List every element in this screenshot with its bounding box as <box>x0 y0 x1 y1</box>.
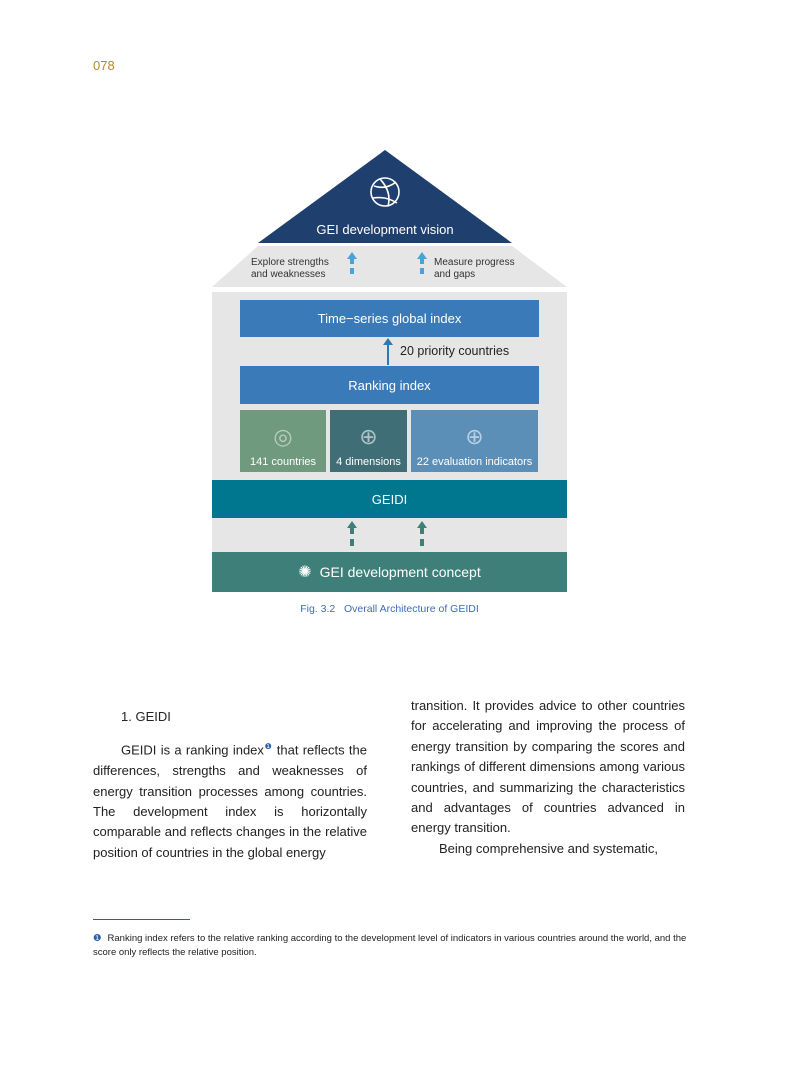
lightbulb-icon: ✺ <box>298 564 312 581</box>
section-heading: 1. GEIDI <box>121 709 171 724</box>
vision-label: GEI development vision <box>316 221 454 237</box>
countries-box: ◎ 141 countries <box>240 410 326 472</box>
explore-label: Explore strengths and weaknesses <box>251 257 329 280</box>
footnote: ❶ Ranking index refers to the relative ranking according to the development level of indicators in various countries around the world, and the score only reflects the relative position. <box>93 933 687 958</box>
paragraph: GEIDI is a ranking index$^❶$ that reflects the differences, strengths and weaknesses of energy transition processes among countries. The development index is horizontally comparable and reflects changes in the relative position of countries in the global energy <box>93 742 367 860</box>
right-column <box>411 696 685 859</box>
footnote-rule <box>93 919 190 920</box>
paragraph: transition. It provides advice to other countries for accelerating and improving the process of energy transition by comparing the scores and rankings of different dimensions among various countries, and summarizing the characteristics and advantages of countries advanced in energy transition. <box>411 698 685 836</box>
priority-label: 20 priority countries <box>400 344 510 358</box>
concept-bar: ✺ GEI development concept <box>212 552 567 592</box>
page-number: 078 <box>93 58 115 73</box>
dimensions-box: ⊕ 4 dimensions <box>330 410 407 472</box>
geidi-bar: GEIDI <box>212 480 567 518</box>
earth-flag-icon: ◎ <box>273 424 293 449</box>
left-column <box>93 707 367 863</box>
globe-network-icon: ⊕ <box>465 424 484 449</box>
measure-label: Measure progress and gaps <box>434 257 515 280</box>
time-series-bar: Time−series global index <box>240 300 539 337</box>
ranking-bar: Ranking index <box>240 366 539 404</box>
indicators-box: ⊕ 22 evaluation indicators <box>411 410 538 472</box>
paragraph: Being comprehensive and systematic, <box>439 840 658 856</box>
figure-caption: Fig. 3.2 Overall Architecture of GEIDI <box>300 603 479 615</box>
globe-expand-icon: ⊕ <box>359 424 378 449</box>
